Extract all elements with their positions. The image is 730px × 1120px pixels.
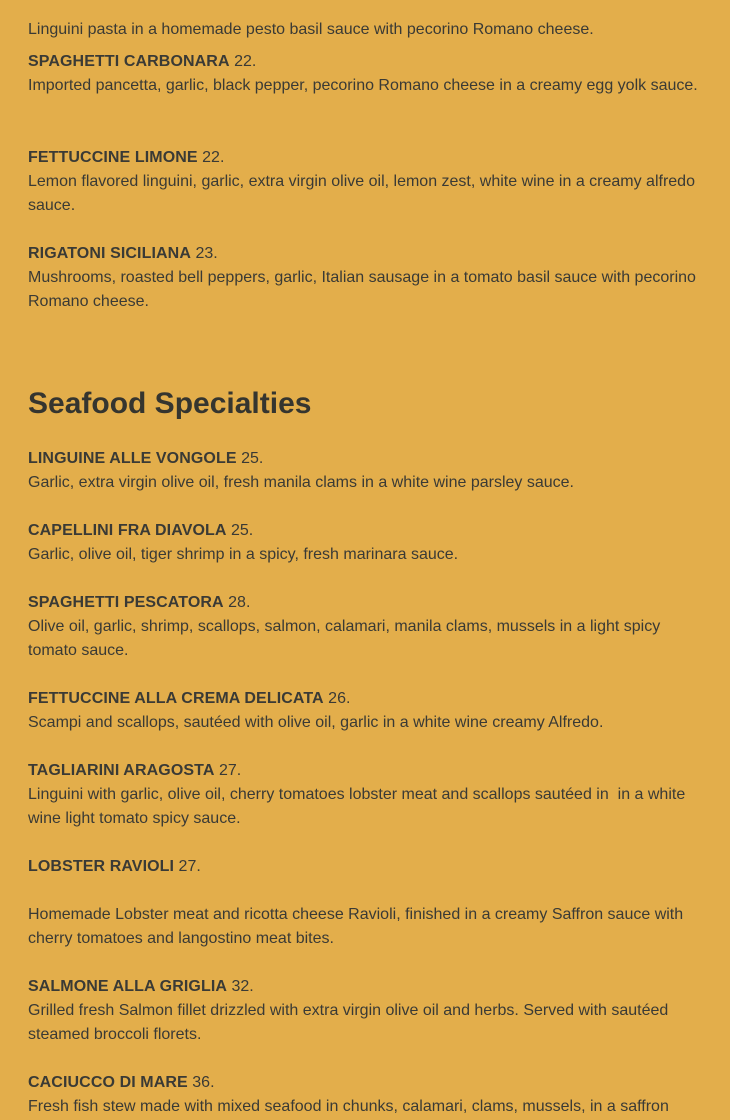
menu-item-description-top: Linguini pasta in a homemade pesto basil sauce with pecorino Romano cheese. (28, 21, 594, 38)
menu-item-title (28, 50, 708, 74)
menu-item-description: Olive oil, garlic, shrimp, scallops, salmon, calamari, manila clams, mussels in a light spicy tomato sauce. (28, 618, 665, 659)
menu-item-spaghetti-carbonara (28, 50, 708, 98)
menu-item-name: SPAGHETTI PESCATORA (28, 594, 224, 611)
menu-item-title (28, 687, 708, 711)
menu-item-tagliarini-aragosta (28, 759, 708, 831)
menu-item-caciucco-di-mare (28, 1071, 708, 1119)
menu-item-description: Linguini with garlic, olive oil, cherry tomatoes lobster meat and scallops sautéed in in a white wine light tomato spicy sauce. (28, 786, 690, 827)
menu-item-description: Garlic, extra virgin olive oil, fresh manila clams in a white wine parsley sauce. (28, 474, 574, 491)
menu-item-title (28, 447, 708, 471)
menu-item-title (28, 591, 708, 615)
menu-item-description: Imported pancetta, garlic, black pepper, pecorino Romano cheese in a creamy egg yolk sauce. (28, 77, 698, 94)
menu-item-description: Grilled fresh Salmon fillet drizzled with extra virgin olive oil and herbs. Served with sautéed steamed broccoli florets. (28, 1002, 673, 1043)
menu-item-title (28, 975, 708, 999)
menu-item-linguine-alle-vongole (28, 447, 708, 495)
menu-item-name: CAPELLINI FRA DIAVOLA (28, 522, 227, 539)
menu-item-price: 22. (234, 53, 257, 70)
menu-item-description: Garlic, olive oil, tiger shrimp in a spicy, fresh marinara sauce. (28, 546, 459, 563)
menu-item-title (28, 519, 708, 543)
menu-item-price: 32. (231, 978, 254, 995)
menu-item-price: 28. (228, 594, 251, 611)
menu-item-fettuccine-alla-crema-delicata (28, 687, 708, 735)
menu-item-spaghetti-pescatora (28, 591, 708, 663)
menu-item-name: SALMONE ALLA GRIGLIA (28, 978, 228, 995)
menu-item-description: Lemon flavored linguini, garlic, extra virgin olive oil, lemon zest, white wine in a creamy alfredo sauce. (28, 173, 700, 214)
menu-item-price: 36. (192, 1074, 215, 1091)
menu-item-name: TAGLIARINI ARAGOSTA (28, 762, 215, 779)
menu-item-name: RIGATONI SICILIANA (28, 245, 191, 262)
menu-item-description: Homemade Lobster meat and ricotta cheese Ravioli, finished in a creamy Saffron sauce with cherry tomatoes and langostino meat bites. (28, 906, 688, 947)
menu-item-price: 27. (178, 858, 201, 875)
menu-item-rigatoni-siciliana (28, 242, 708, 314)
menu-item-description: Fresh fish stew made with mixed seafood in chunks, calamari, clams, mussels, in a saffron (28, 1098, 669, 1115)
menu-item-name: FETTUCCINE ALLA CREMA DELICATA (28, 690, 324, 707)
menu-item-description: Mushrooms, roasted bell peppers, garlic, Italian sausage in a tomato basil sauce with pecorino Romano cheese. (28, 269, 701, 310)
menu-item-name: LINGUINE ALLE VONGOLE (28, 450, 237, 467)
menu-item-price: 22. (202, 149, 225, 166)
menu-item-price: 27. (218, 762, 242, 779)
menu-item-price: 25. (241, 450, 264, 467)
menu-item-name: SPAGHETTI CARBONARA (28, 53, 230, 70)
menu-item-title (28, 242, 708, 266)
menu-item-price: 26. (328, 690, 351, 707)
section-heading-seafood: Seafood Specialties (28, 387, 312, 420)
menu-item-fettuccine-limone (28, 146, 708, 218)
menu-item-title (28, 855, 708, 879)
menu-item-capellini-fra-diavola (28, 519, 708, 567)
menu-item-title (28, 146, 708, 170)
menu-item-title (28, 759, 708, 783)
menu-item-title (28, 1071, 708, 1095)
menu-item-lobster-ravioli (28, 855, 708, 951)
menu-item-name: FETTUCCINE LIMONE (28, 149, 198, 166)
menu-item-name: CACIUCCO DI MARE (28, 1074, 188, 1091)
menu-item-price: 23. (195, 245, 218, 262)
menu-item-name: LOBSTER RAVIOLI (28, 858, 175, 875)
menu-item-description: Scampi and scallops, sautéed with olive oil, garlic in a white wine creamy Alfredo. (28, 714, 604, 731)
menu-item-salmone-alla-griglia (28, 975, 708, 1047)
menu-item-price: 25. (231, 522, 254, 539)
